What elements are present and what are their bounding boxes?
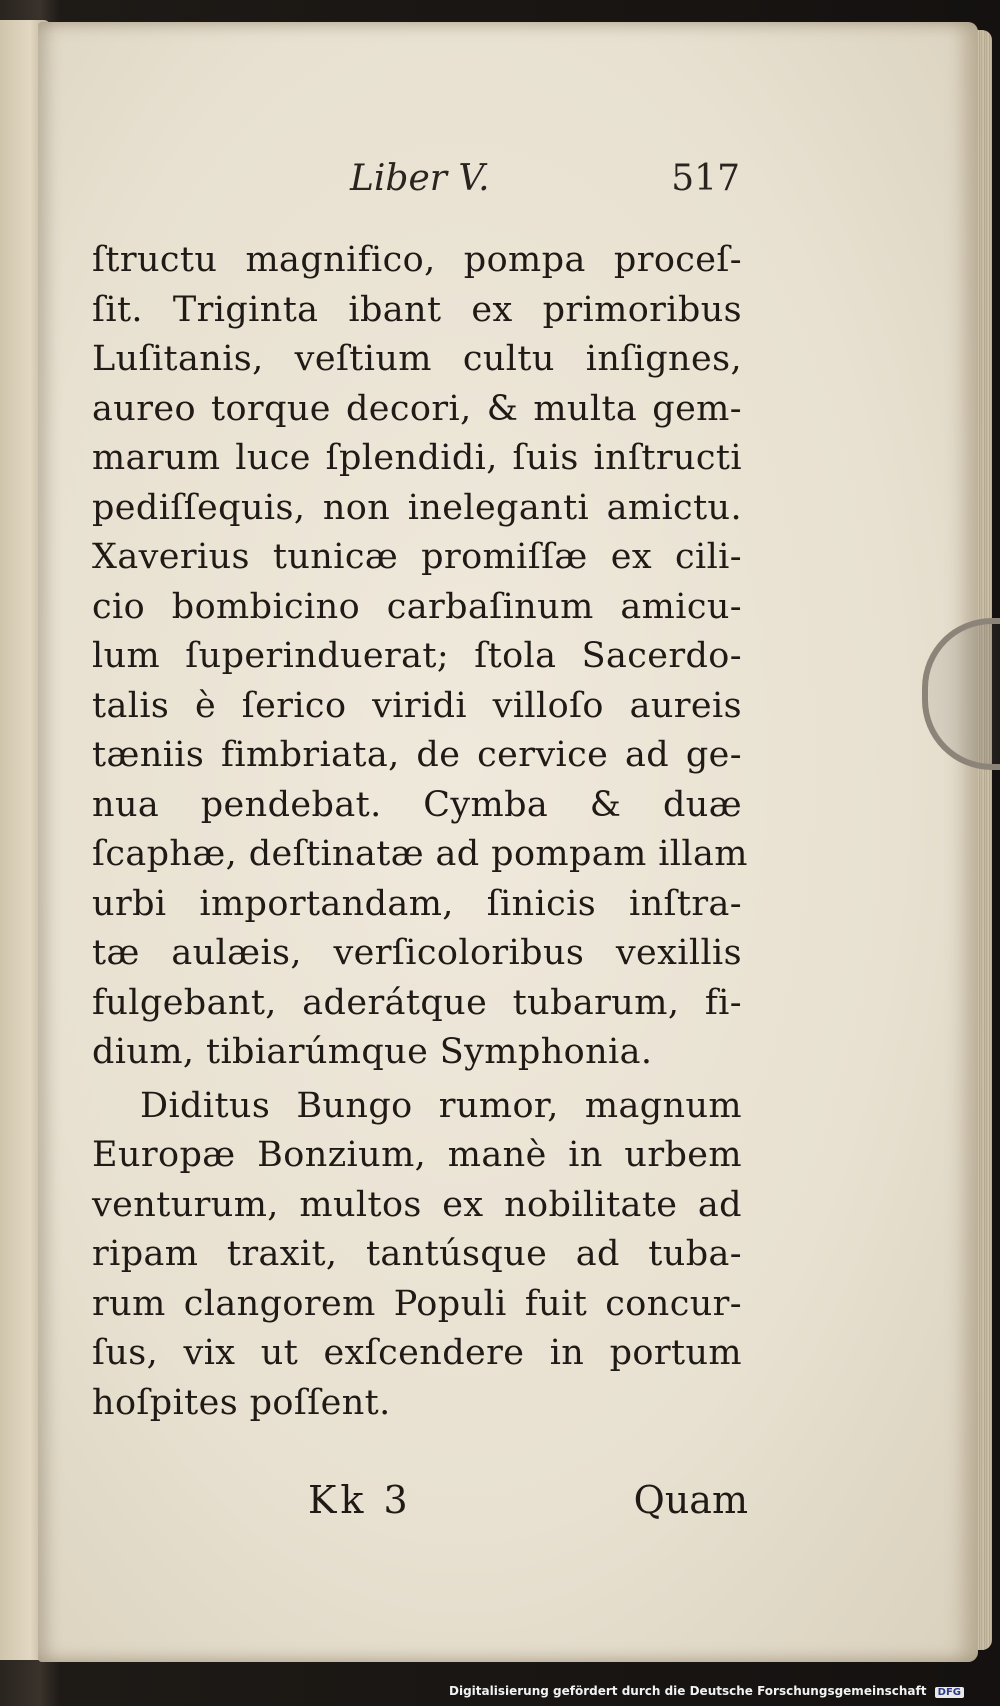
text-line: Diditus Bungo rumor, magnum xyxy=(140,1085,742,1126)
text-line: pediſſequis, non ineleganti amictu. xyxy=(92,487,742,528)
digitization-credit xyxy=(449,1684,964,1698)
text-line: tæ aulæis, verſicoloribus vexillis xyxy=(92,933,742,973)
text-line: venturum, multos ex nobilitate ad xyxy=(92,1184,742,1225)
dfg-logo: DFG xyxy=(935,1687,964,1698)
text-line: tæniis fimbriata, de cervice ad ge- xyxy=(92,735,742,775)
text-line: nua pendebat. Cymba & duæ xyxy=(92,784,742,825)
text-line: fulgebant, aderátque tubarum, fi- xyxy=(92,982,742,1023)
signature-mark: Kk 3 xyxy=(308,1478,412,1522)
text-line: ſit. Triginta ibant ex primoribus xyxy=(92,289,742,330)
text-line: ſtructu magnifico, pompa proceſ- xyxy=(92,240,742,280)
text-line: talis è ſerico viridi villoſo aureis xyxy=(92,685,742,726)
credit-text: Digitalisierung gefördert durch die Deutsche Forschungsgemeinschaft xyxy=(449,1684,927,1698)
text-line: Europæ Bonzium, manè in urbem xyxy=(92,1135,742,1175)
text-line: ripam traxit, tantúsque ad tuba- xyxy=(92,1234,742,1274)
running-head: Liber V. xyxy=(350,158,490,199)
text-line: hoſpites poſſent. xyxy=(92,1382,391,1423)
text-line: dium, tibiarúmque Symphonia. xyxy=(92,1032,653,1072)
text-line: ſcaphæ, deſtinatæ ad pompam illam xyxy=(92,834,748,874)
text-line: cio bombicino carbaſinum amicu- xyxy=(92,586,742,627)
catchword: Quam xyxy=(633,1478,748,1522)
text-line: Luſitanis, veſtium cultu inſignes, xyxy=(92,339,742,379)
page-number: 517 xyxy=(671,158,740,199)
text-line: rum clangorem Populi fuit concur- xyxy=(92,1283,742,1324)
text-line: lum ſuperinduerat; ſtola Sacerdo- xyxy=(92,636,742,676)
page-footer xyxy=(308,1478,748,1538)
text-line: aureo torque decori, & multa gem- xyxy=(92,388,742,429)
body-text xyxy=(92,236,748,1428)
text-line: urbi importandam, ſinicis inſtra- xyxy=(92,883,742,924)
text-line: ſus, vix ut exſcendere in portum xyxy=(92,1333,742,1373)
page-header xyxy=(350,158,740,218)
text-line: marum luce ſplendidi, ſuis inſtructi xyxy=(92,438,742,478)
text-line: Xaverius tunicæ promiſſæ ex cili- xyxy=(92,537,742,577)
